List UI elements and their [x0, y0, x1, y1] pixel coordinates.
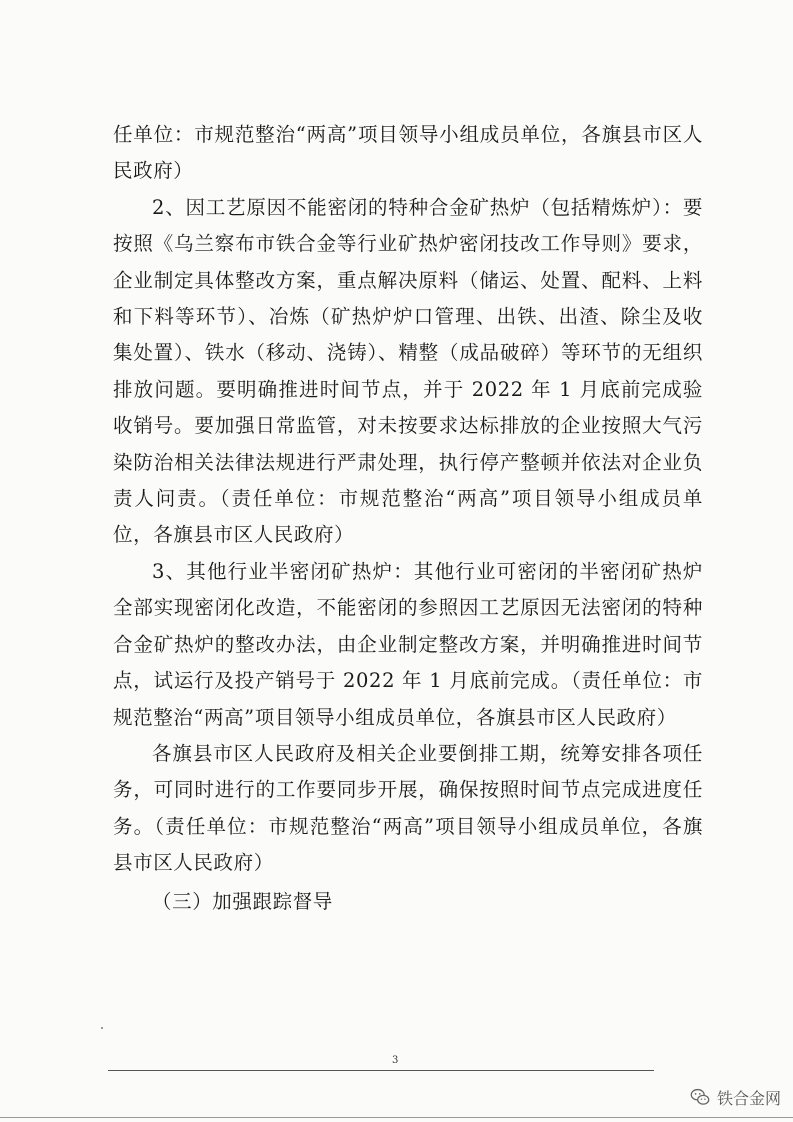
- scan-speck: [101, 1027, 103, 1029]
- paragraph-schedule: 各旗县市区人民政府及相关企业要倒排工期，统筹安排各项任务，可同时进行的工作要同步开展，确保按照时间节点完成进度任务。（责任单位：市规范整治“两高”项目领导小组成员单位，各旗县市区人民政府）: [113, 741, 703, 875]
- page-number: 3: [392, 1055, 399, 1066]
- footer-rule: [108, 1070, 654, 1071]
- watermark-text: 铁合金网: [716, 1088, 781, 1108]
- bottom-edge-line: [0, 1117, 793, 1118]
- document-body: [113, 117, 703, 920]
- paragraph-item-3: 3、其他行业半密闭矿热炉：其他行业可密闭的半密闭矿热炉全部实现密闭化改造，不能密闭的参照因工艺原因无法密闭的特种合金矿热炉的整改办法，由企业制定整改方案，并明确推进时间节点，试运行及投产销号于 2022 年 1 月底前完成。（责任单位：市规范整治“两高”项目领导小组成员单位，各旗县市区人民政府）: [113, 559, 703, 729]
- watermark: [689, 1082, 781, 1112]
- wechat-icon: [689, 1086, 711, 1108]
- paragraph-continuation: 任单位：市规范整治“两高”项目领导小组成员单位，各旗县市区人民政府）: [113, 123, 703, 183]
- section-heading: （三）加强跟踪督导: [152, 889, 333, 913]
- paragraph-item-2: 2、因工艺原因不能密闭的特种合金矿热炉（包括精炼炉）：要按照《乌兰察布市铁合金等行业矿热炉密闭技改工作导则》要求，企业制定具体整改方案，重点解决原料（储运、处置、配料、上料和下料等环节）、冶炼（矿热炉炉口管理、出铁、出渣、除尘及收集处置）、铁水（移动、浇铸）、精整（成品破碎）等环节的无组织排放问题。要明确推进时间节点，并于 2022 年 1 月底前完成验收销号。要加强日常监管，对未按要求达标排放的企业按照大气污染防治相关法律法规进行严肃处理，执行停产整顿并依法对企业负责人问责。（责任单位：市规范整治“两高”项目领导小组成员单位，各旗县市区人民政府）: [113, 195, 703, 547]
